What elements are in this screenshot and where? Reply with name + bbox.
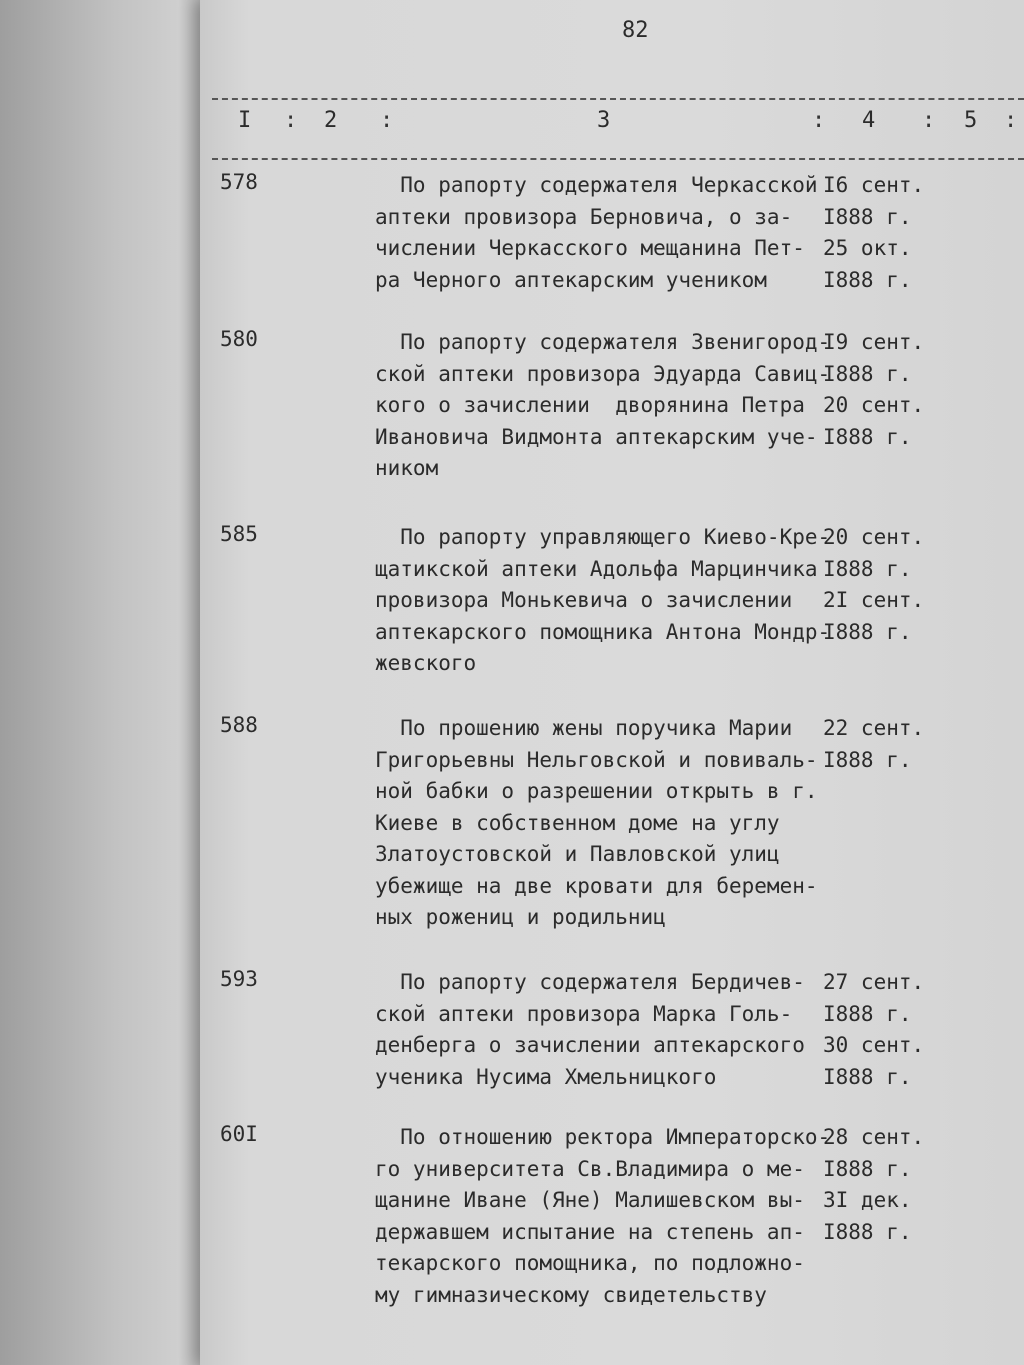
entry-dates <box>823 170 1023 296</box>
entry-date-line: I888 г. <box>823 204 912 229</box>
entry-line: По рапорту содержателя Звенигород- <box>375 330 831 354</box>
entry-dates <box>823 1122 1023 1248</box>
header-separator: : <box>922 108 936 133</box>
entry-line: По рапорту управляющего Киево-Кре- <box>375 525 831 549</box>
entry-description <box>375 1122 835 1311</box>
entry-line: щатикской аптеки Адольфа Марцинчика <box>375 556 818 581</box>
entry-number: 585 <box>220 522 258 546</box>
entry-line: ных рожениц и родильниц <box>375 905 666 929</box>
entry-dates <box>823 522 1023 648</box>
entry-date-line: I888 г. <box>823 1001 912 1026</box>
entry-line: По прошению жены поручика Марии <box>375 716 793 740</box>
entry-date-line: I888 г. <box>823 1156 912 1181</box>
entry-line: ской аптеки провизора Эдуарда Савиц- <box>375 361 831 386</box>
table-header <box>212 98 1024 160</box>
header-col-5: 5 <box>964 108 978 133</box>
entry-date-line: 28 сент. <box>823 1125 925 1149</box>
header-separator: : <box>284 108 298 133</box>
entry-dates <box>823 327 1023 453</box>
header-separator: : <box>1004 108 1018 133</box>
entry-line: му гимназическому свидетельству <box>375 1282 767 1307</box>
entry-date-line: I6 сент. <box>823 173 925 197</box>
entry-date-line: I888 г. <box>823 267 912 292</box>
entry-line: ученика Нусима Хмельницкого <box>375 1064 717 1089</box>
entry-date-line: I9 сент. <box>823 330 925 354</box>
entry-dates <box>823 967 1023 1093</box>
entry-line: аптекарского помощника Антона Мондр- <box>375 619 831 644</box>
page-number: 82 <box>622 18 649 43</box>
entry-date-line: 27 сент. <box>823 970 925 994</box>
entry-date-line: I888 г. <box>823 556 912 581</box>
header-separator: : <box>380 108 394 133</box>
entry-line: ником <box>375 456 439 480</box>
header-col-3: 3 <box>597 108 611 133</box>
entry-line: Киеве в собственном доме на углу <box>375 810 780 835</box>
entry-line: жевского <box>375 651 477 675</box>
entry-line: провизора Монькевича о зачислении <box>375 588 793 612</box>
entry-date-line: 20 сент. <box>823 525 925 549</box>
header-col-1: I <box>238 108 252 133</box>
entry-dates <box>823 713 1023 776</box>
entry-date-line: 2I сент. <box>823 588 925 612</box>
entry-number: 588 <box>220 713 258 737</box>
entry-date-line: 30 сент. <box>823 1033 925 1057</box>
entry-number: 593 <box>220 967 258 991</box>
entry-line: Григорьевны Нельговской и повиваль- <box>375 747 818 772</box>
entry-line: го университета Св.Владимира о ме- <box>375 1156 805 1181</box>
entry-line: текарского помощника, по подложно- <box>375 1251 805 1275</box>
entry-number: 60I <box>220 1122 258 1146</box>
entry-date-line: I888 г. <box>823 1064 912 1089</box>
entry-number: 578 <box>220 170 258 194</box>
entry-line: денберга о зачислении аптекарского <box>375 1033 805 1057</box>
entry-line: державшем испытание на степень ап- <box>375 1219 805 1244</box>
entry-date-line: 3I дек. <box>823 1188 912 1212</box>
header-separator: : <box>812 108 826 133</box>
entry-line: Златоустовской и Павловской улиц <box>375 842 780 866</box>
entry-number: 580 <box>220 327 258 351</box>
entry-line: ра Черного аптекарским учеником <box>375 267 767 292</box>
entry-line: ной бабки о разрешении открыть в г. <box>375 779 818 803</box>
entry-date-line: 22 сент. <box>823 716 925 740</box>
entry-line: Ивановича Видмонта аптекарским уче- <box>375 424 818 449</box>
entry-description <box>375 967 835 1093</box>
entry-line: кого о зачислении дворянина Петра <box>375 393 805 417</box>
header-col-4: 4 <box>862 108 876 133</box>
entry-line: числении Черкасского мещанина Пет- <box>375 236 805 260</box>
entry-date-line: I888 г. <box>823 747 912 772</box>
entry-description <box>375 522 835 680</box>
facing-page <box>0 0 210 1365</box>
entry-line: По отношению ректора Императорско- <box>375 1125 831 1149</box>
entry-line: щанине Иване (Яне) Малишевском вы- <box>375 1188 805 1212</box>
document-page <box>200 0 1024 1365</box>
entry-line: По рапорту содержателя Черкасской <box>375 173 818 197</box>
entry-date-line: I888 г. <box>823 619 912 644</box>
entry-date-line: I888 г. <box>823 424 912 449</box>
entry-description <box>375 327 835 485</box>
entry-line: убежище на две кровати для беремен- <box>375 873 818 898</box>
entry-date-line: 20 сент. <box>823 393 925 417</box>
entry-date-line: 25 окт. <box>823 236 912 260</box>
entry-description <box>375 170 835 296</box>
entry-line: По рапорту содержателя Бердичев- <box>375 970 805 994</box>
entry-line: ской аптеки провизора Марка Голь- <box>375 1001 793 1026</box>
entry-line: аптеки провизора Берновича, о за- <box>375 204 793 229</box>
header-col-2: 2 <box>324 108 338 133</box>
entry-date-line: I888 г. <box>823 361 912 386</box>
entry-description <box>375 713 835 934</box>
entry-date-line: I888 г. <box>823 1219 912 1244</box>
